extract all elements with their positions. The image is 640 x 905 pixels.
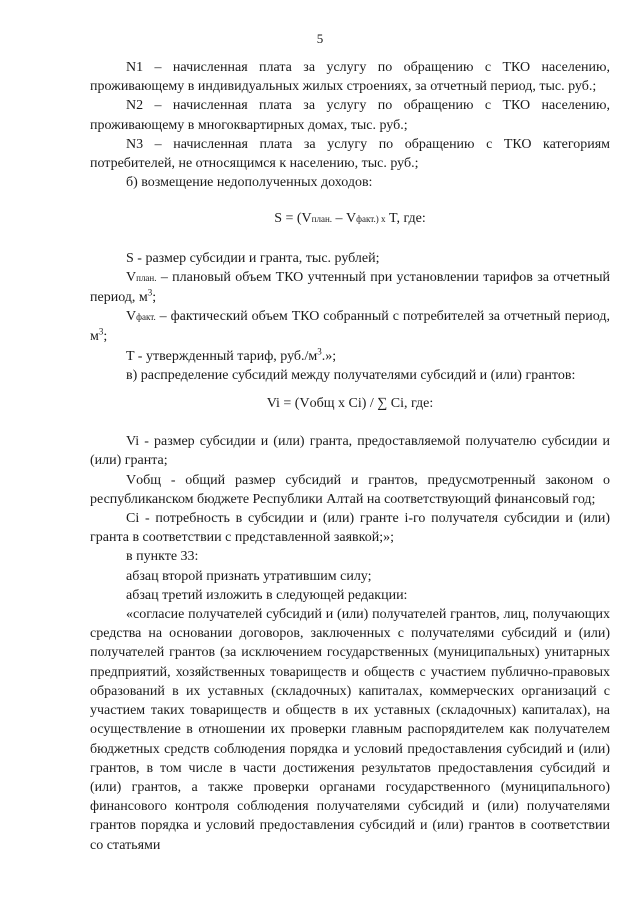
def-vplan-text: – плановый объем ТКО учтенный при установлении тарифов за отчетный период, м	[90, 269, 610, 306]
definition-v-fakt	[90, 307, 610, 346]
paragraph-b: б) возмещение недополученных доходов:	[126, 175, 373, 191]
paragraph-abzac-2: абзац второй признать утратившим силу;	[126, 568, 372, 584]
paragraph-quote: «согласие получателей субсидий и (или) получателей грантов, лиц, получающих средства на основании договоров, заключенных с получателями субсидий и (или) получателей грантов (за исключением государственных (муниципальных) унитарных предприятий, хозяйственных товариществ и обществ с участием публично-правовых образований в их уставных (складочных) капиталах, коммерческих организаций с участием таких товариществ и обществ в их уставных (складочных) капиталах), на осуществление в отношении их проверки главным распорядителем как получателем бюджетных средств соблюдения порядка и условий предоставления субсидий и (или) грантов, в том числе в части достижения результатов предоставления субсидий и (или) грантов, а также проверки органами государственного (муниципального) финансового контроля соблюдения получателями субсидий и (или) получателями грантов порядка и условий предоставления субсидий и (или) грантов в соответствии со статьями	[90, 607, 610, 853]
formula-s-minus: – V	[332, 211, 357, 227]
formula-s-sub-fakt: факт.) х	[356, 214, 386, 225]
def-vfakt-v: V	[126, 309, 137, 325]
def-t-text: T - утвержденный тариф, руб./м	[126, 348, 318, 364]
def-vfakt-sub: факт.	[136, 312, 156, 323]
definition-vi: Vi - размер субсидии и (или) гранта, предоставляемой получателю субсидии и (или) гранта;	[90, 434, 610, 469]
def-t-sup: 3	[317, 345, 322, 356]
formula-s-sub-plan: план.	[311, 214, 333, 225]
def-vfakt-text: – фактический объем ТКО собранный с потребителей за отчетный период, м	[90, 309, 610, 345]
def-vfakt-sup: 3	[98, 326, 104, 337]
formula-vi: Vi = (Vобщ x Ci) / ∑ Ci, где:	[266, 396, 434, 412]
def-vplan-end: ;	[152, 290, 157, 306]
paragraph-point-33: в пункте 33:	[126, 549, 199, 565]
paragraph-n1: N1 – начисленная плата за услугу по обращению с ТКО населению, проживающему в индивидуальных жилых строениях, за отчетный период, тыс. руб.;	[90, 60, 610, 95]
def-t-end: .»;	[321, 348, 337, 364]
paragraph-v: в) распределение субсидий между получателями субсидий и (или) грантов:	[126, 367, 576, 383]
def-vfakt-end: ;	[103, 329, 108, 345]
formula-subsidy-s	[90, 209, 610, 229]
document-body	[90, 58, 610, 855]
def-vplan-sup: 3	[147, 287, 153, 298]
page-number: 5	[316, 31, 324, 46]
def-vplan-v: V	[126, 269, 137, 285]
formula-s-end: T, где:	[385, 211, 426, 227]
definition-v-plan	[90, 268, 610, 307]
formula-s-start: S = (V	[274, 211, 312, 227]
paragraph-abzac-3: абзац третий изложить в следующей редакции:	[126, 587, 408, 603]
def-vplan-sub: план.	[136, 272, 157, 283]
definition-vobsh: Vобщ - общий размер субсидий и грантов, предусмотренный законом о республиканском бюджете Республики Алтай на соответствующий финансовый год;	[90, 472, 610, 507]
paragraph-n2: N2 – начисленная плата за услугу по обращению с ТКО населению, проживающему в многоквартирных домах, тыс. руб.;	[90, 98, 610, 133]
definition-ci: Ci - потребность в субсидии и (или) гранте i-го получателя субсидии и (или) гранта в соответствии с представленной заявкой;»;	[90, 511, 610, 546]
definition-t	[90, 347, 610, 366]
paragraph-n3: N3 – начисленная плата за услугу по обращению с ТКО категориям потребителей, не относящимся к населению, тыс. руб.;	[90, 136, 610, 172]
definition-s: S - размер субсидии и гранта, тыс. рублей;	[126, 250, 380, 266]
